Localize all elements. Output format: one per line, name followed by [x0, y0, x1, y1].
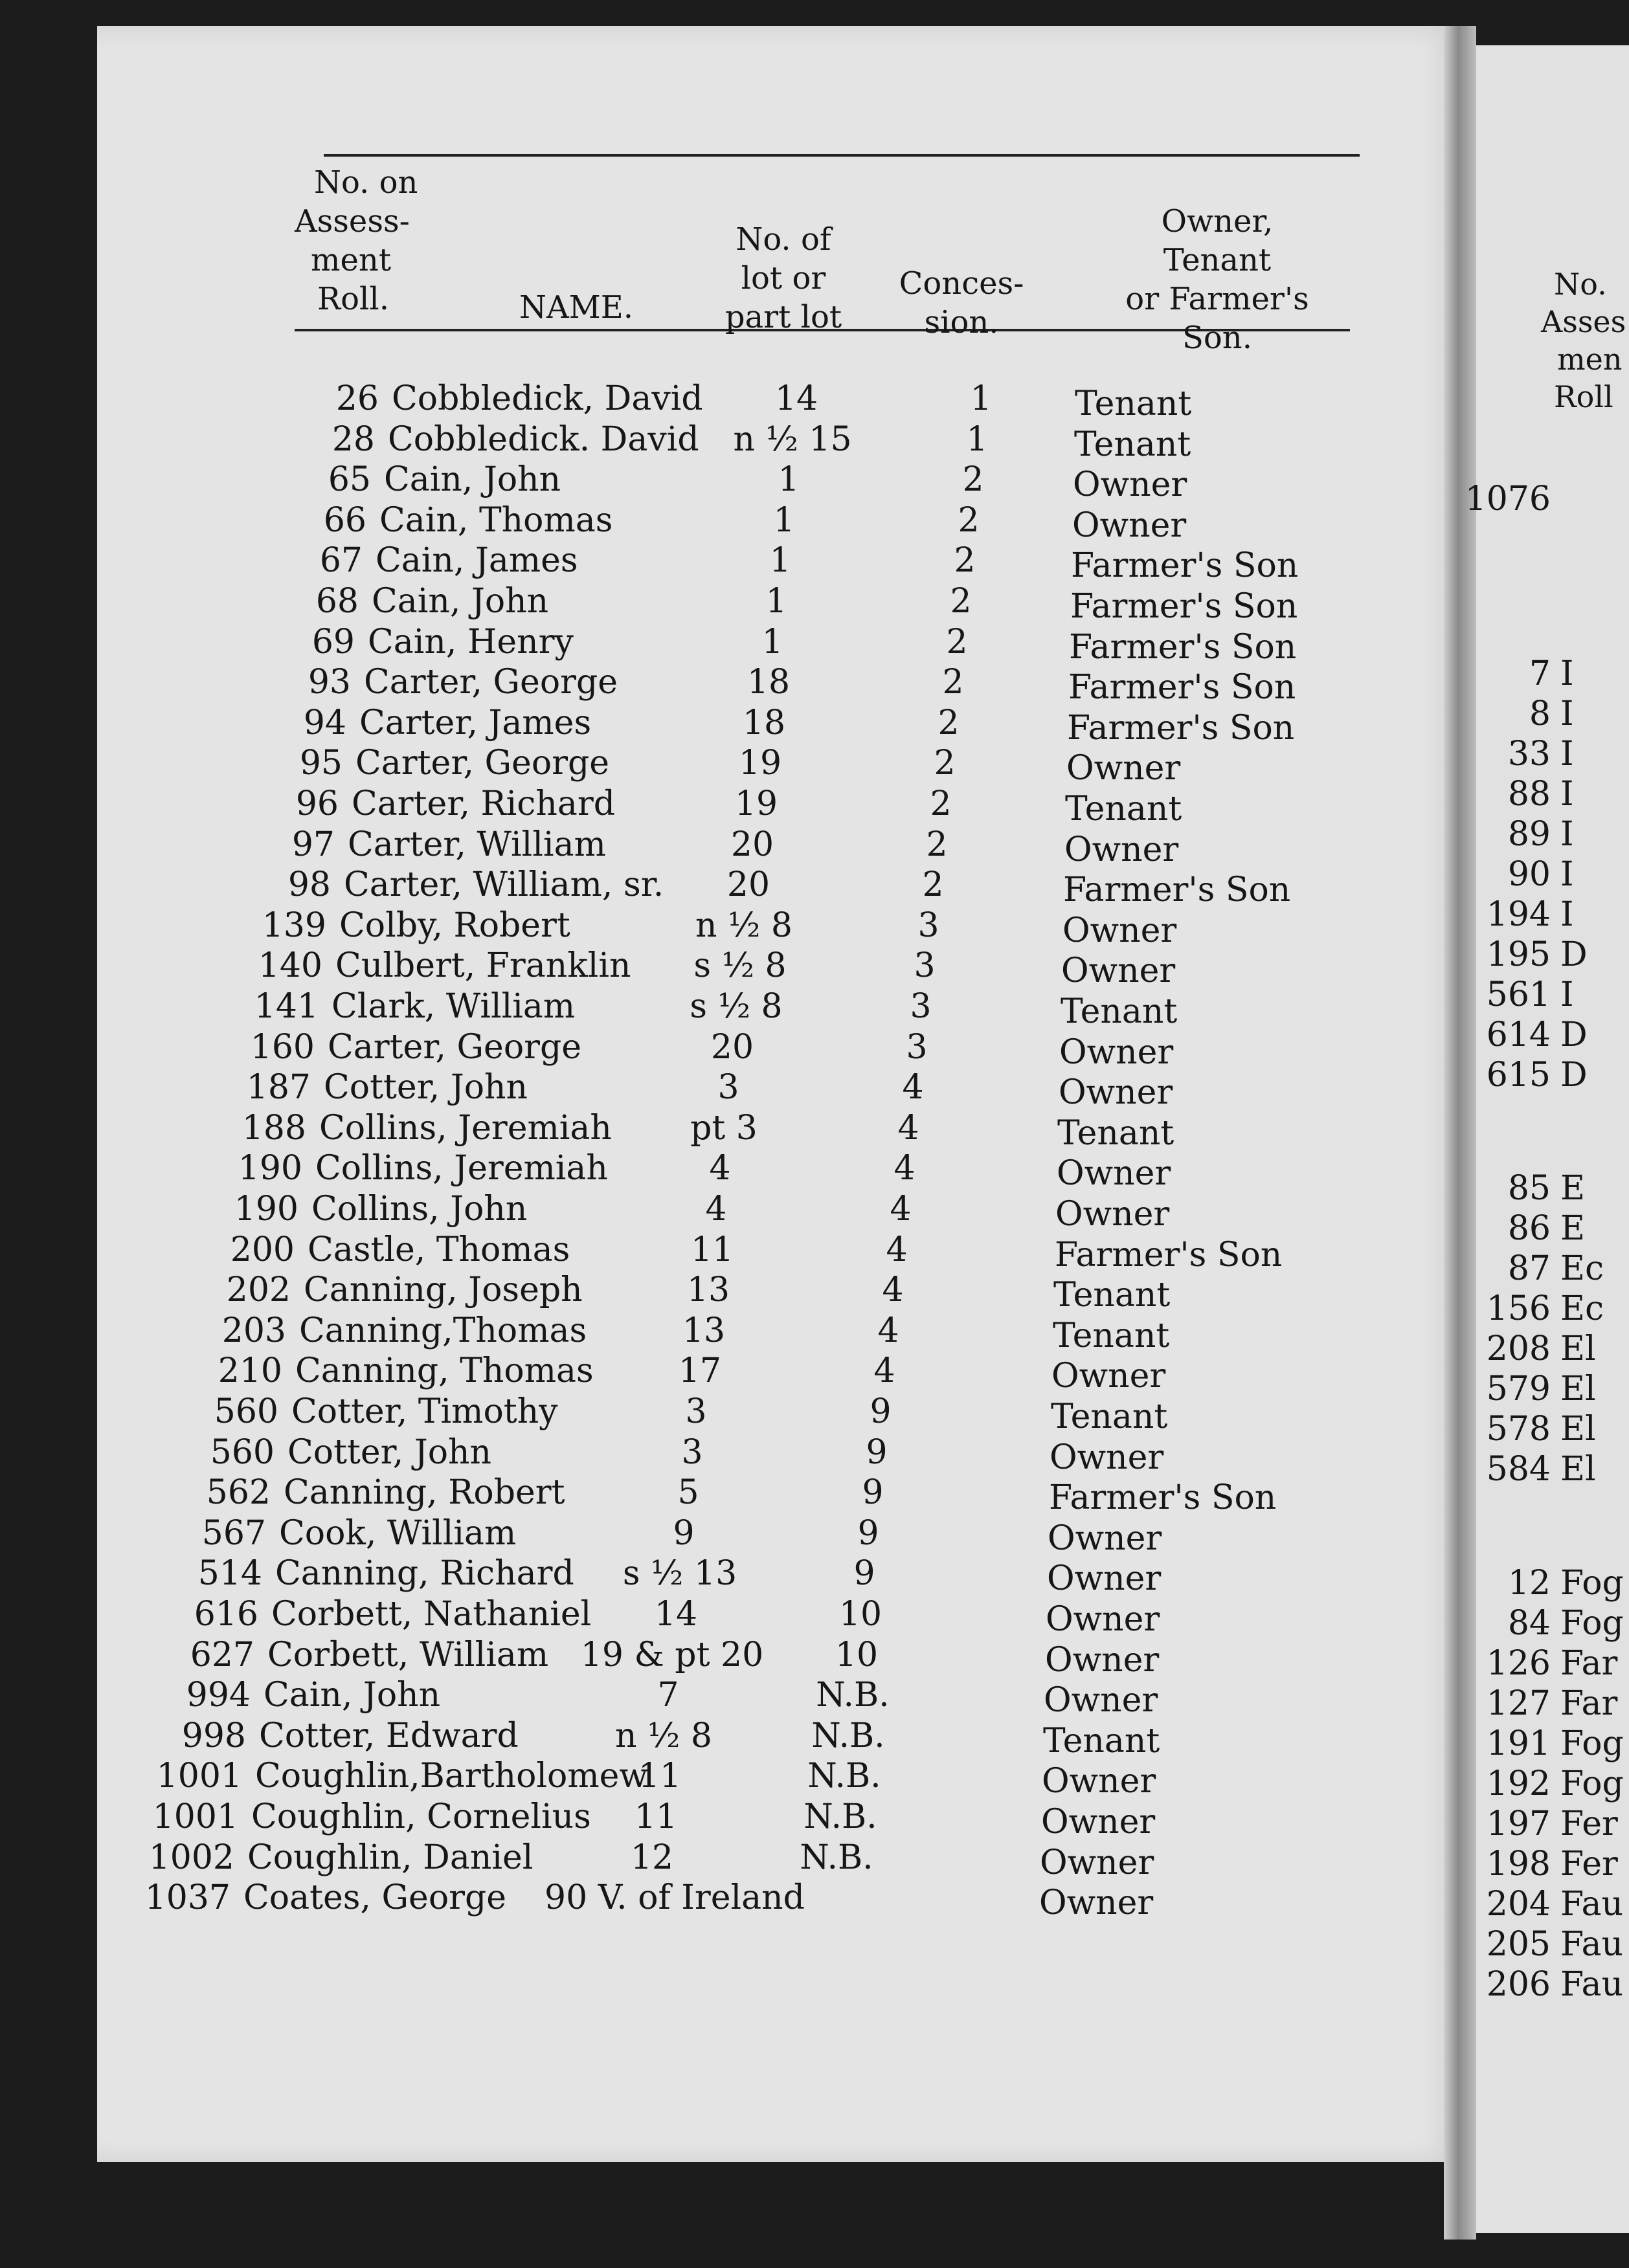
- table-row: [0, 906, 1424, 950]
- person-name-fragment: Ec: [1560, 1289, 1604, 1328]
- table-row: [0, 1189, 1424, 1234]
- person-name: Cain, John: [264, 1676, 441, 1715]
- assessment-number: 204: [1486, 1885, 1551, 1924]
- assessment-number: 187: [246, 1068, 311, 1107]
- person-name-fragment: I: [1560, 735, 1574, 773]
- header-top-rule: [324, 154, 1360, 157]
- tenure-status: Owner: [1062, 911, 1177, 950]
- concession: 9: [862, 1473, 884, 1513]
- lot-number: 20: [726, 865, 770, 905]
- person-name: Cain, John: [372, 582, 549, 621]
- assessment-number: 28: [331, 419, 375, 459]
- person-name: Cain, James: [376, 541, 578, 581]
- person-name: Canning, Joseph: [304, 1271, 583, 1310]
- concession: 2: [954, 541, 976, 581]
- person-name-fragment: I: [1560, 654, 1574, 693]
- person-name: Coughlin, Cornelius: [251, 1797, 591, 1836]
- lot-number: 5: [677, 1473, 699, 1513]
- lot-number: 19: [738, 744, 782, 783]
- assessment-number: 1001: [152, 1797, 238, 1836]
- tenure-status: Farmer's Son: [1069, 627, 1297, 667]
- person-name: Cain, Henry: [368, 622, 574, 662]
- assessment-number: 127: [1486, 1684, 1551, 1723]
- concession: 2: [950, 582, 972, 621]
- person-name: Cobbledick. David: [388, 419, 699, 459]
- header-name: NAME.: [519, 289, 634, 326]
- lot-number: 9: [673, 1513, 695, 1553]
- person-name: Canning, Thomas: [295, 1351, 594, 1391]
- assessment-number: 86: [1507, 1209, 1551, 1248]
- tenure-status: Owner: [1066, 749, 1181, 788]
- assessment-number: 202: [226, 1271, 291, 1310]
- person-name: Coughlin,Bartholomew: [255, 1757, 648, 1796]
- assessment-number: 95: [299, 744, 343, 783]
- lot-number: n ½ 8: [614, 1716, 713, 1755]
- person-name: Collins, John: [311, 1190, 528, 1228]
- assessment-number: 627: [190, 1635, 254, 1674]
- person-name: Clark, William: [331, 987, 576, 1026]
- tenure-status: Tenant: [1043, 1721, 1160, 1761]
- tenure-status: Owner: [1059, 1032, 1174, 1072]
- tenure-status: Tenant: [1074, 425, 1191, 464]
- tenure-status: Owner: [1057, 1154, 1171, 1194]
- header-concession: Conces- sion.: [899, 265, 1024, 340]
- person-name-fragment: Far: [1560, 1644, 1618, 1683]
- concession: 4: [873, 1351, 895, 1391]
- assessment-number: 68: [315, 582, 359, 621]
- table-row: [0, 1027, 1424, 1072]
- table-row: [0, 1553, 1424, 1599]
- tenure-status: Owner: [1050, 1438, 1164, 1477]
- assessment-number: 156: [1486, 1289, 1551, 1328]
- table-row: [0, 540, 1424, 586]
- assessment-number: 205: [1486, 1925, 1551, 1964]
- assessment-number: 578: [1486, 1410, 1551, 1449]
- table-row: [0, 1108, 1424, 1153]
- tenure-status: Owner: [1048, 1518, 1162, 1558]
- tenure-status: Owner: [1055, 1195, 1170, 1234]
- lot-number: 13: [682, 1311, 726, 1350]
- person-name-fragment: Fog: [1560, 1564, 1624, 1603]
- concession: 2: [922, 865, 944, 905]
- person-name-fragment: Fau: [1560, 1925, 1624, 1964]
- person-name: Culbert, Franklin: [335, 946, 631, 986]
- assessment-number: 1002: [148, 1838, 234, 1877]
- assessment-number: 206: [1486, 1965, 1551, 2004]
- assessment-number: 197: [1486, 1805, 1551, 1843]
- lot-number: 1: [773, 500, 795, 540]
- concession: N.B.: [803, 1797, 877, 1836]
- table-row: [0, 1392, 1424, 1436]
- table-row: [0, 662, 1424, 707]
- assessment-number: 562: [206, 1473, 271, 1513]
- person-name: Carter, George: [355, 744, 610, 783]
- person-name: Collins, Jeremiah: [319, 1108, 612, 1148]
- tenure-status: Tenant: [1075, 384, 1192, 423]
- person-name-fragment: El: [1560, 1410, 1596, 1449]
- assessment-number: 194: [1486, 895, 1551, 934]
- table-row: [0, 986, 1424, 1031]
- tenure-status: Farmer's Son: [1063, 871, 1291, 910]
- assessment-number: 89: [1507, 815, 1551, 854]
- assessment-number: 1076: [1465, 480, 1551, 518]
- tenure-status: Owner: [1040, 1843, 1154, 1882]
- tenure-status: Owner: [1042, 1762, 1156, 1801]
- assessment-number: 88: [1507, 775, 1551, 814]
- assessment-number: 190: [234, 1190, 298, 1228]
- person-name: Cain, John: [384, 460, 561, 500]
- person-name-fragment: Fau: [1560, 1885, 1624, 1924]
- person-name-fragment: D: [1560, 935, 1588, 974]
- table-row: [0, 1878, 1424, 1923]
- lot-number: 4: [709, 1149, 731, 1188]
- concession: N.B.: [811, 1716, 885, 1755]
- assessment-number: 84: [1507, 1604, 1551, 1643]
- assessment-number: 90: [1507, 855, 1551, 894]
- assessment-number: 203: [221, 1311, 286, 1350]
- lot-number: 14: [654, 1595, 698, 1634]
- table-row: [0, 581, 1424, 626]
- tenure-status: Tenant: [1057, 1113, 1174, 1153]
- person-name-fragment: I: [1560, 815, 1574, 854]
- lot-number: s ½ 8: [690, 987, 783, 1026]
- person-name-fragment: Far: [1560, 1684, 1618, 1723]
- assessment-number: 33: [1507, 735, 1551, 773]
- assessment-number: 188: [242, 1108, 306, 1148]
- person-name: Corbett, Nathaniel: [271, 1595, 592, 1634]
- person-name: Cotter, Edward: [259, 1716, 519, 1755]
- concession: 4: [890, 1190, 912, 1228]
- person-name: Cobbledick, David: [392, 379, 703, 418]
- lot-number: 11: [690, 1230, 734, 1269]
- lot-number: 18: [747, 663, 791, 702]
- person-name-fragment: Fer: [1560, 1845, 1618, 1884]
- concession: 2: [962, 460, 984, 500]
- table-row: [0, 1756, 1424, 1801]
- person-name-fragment: I: [1560, 855, 1574, 894]
- concession: 4: [886, 1230, 908, 1269]
- assessment-number: 98: [287, 865, 331, 905]
- assessment-number: 560: [210, 1432, 275, 1472]
- table-row: [0, 1230, 1424, 1274]
- assessment-number: 141: [254, 987, 319, 1026]
- assessment-number: 85: [1507, 1169, 1551, 1208]
- concession: 1: [966, 419, 988, 459]
- table-row: [0, 622, 1424, 667]
- table-row: [0, 500, 1424, 545]
- lot-number: s ½ 13: [622, 1554, 737, 1594]
- table-row: [0, 784, 1424, 828]
- assessment-number: 87: [1507, 1249, 1551, 1288]
- concession: 10: [838, 1595, 882, 1634]
- tenure-status: Farmer's Son: [1055, 1235, 1283, 1274]
- tenure-status: Farmer's Son: [1068, 668, 1296, 707]
- assessment-number: 994: [186, 1676, 251, 1715]
- person-name-fragment: E: [1560, 1209, 1585, 1248]
- lot-number: 1: [769, 541, 791, 581]
- table-row: [0, 1351, 1424, 1396]
- tenure-status: Owner: [1073, 465, 1187, 505]
- table-row: [0, 1473, 1424, 1518]
- tenure-status: Tenant: [1065, 790, 1182, 828]
- tenure-status: Owner: [1039, 1884, 1154, 1923]
- lot-number: 3: [717, 1068, 739, 1107]
- lot-number: n ½ 15: [733, 419, 852, 459]
- assessment-number: 198: [1486, 1845, 1551, 1884]
- table-row: [0, 1432, 1424, 1477]
- right-header: No. Asses men Roll: [1541, 267, 1626, 414]
- assessment-number: 616: [194, 1595, 258, 1634]
- concession: 3: [914, 946, 936, 986]
- header-status: Owner, Tenant or Farmer's Son.: [1125, 203, 1309, 356]
- person-name: Colby, Robert: [339, 906, 570, 945]
- assessment-number: 26: [335, 379, 379, 418]
- assessment-number: 93: [308, 663, 351, 702]
- table-row: [0, 946, 1424, 991]
- assessment-number: 561: [1486, 975, 1551, 1014]
- concession: 9: [870, 1392, 892, 1431]
- person-name: Cook, William: [279, 1513, 517, 1553]
- table-row: [0, 1635, 1424, 1680]
- concession: 2: [946, 622, 968, 662]
- assessment-number: 1037: [144, 1878, 230, 1918]
- assessment-number: 998: [181, 1716, 246, 1755]
- tenure-status: Owner: [1072, 506, 1187, 545]
- concession: 4: [882, 1271, 904, 1310]
- person-name: Carter, William: [348, 825, 606, 864]
- assessment-number: 69: [311, 622, 355, 662]
- lot-number: 4: [705, 1190, 727, 1228]
- concession: 10: [835, 1635, 879, 1674]
- table-row: [0, 1513, 1424, 1558]
- lot-number: 17: [678, 1351, 722, 1391]
- table-row: [0, 1148, 1424, 1194]
- person-name-fragment: I: [1560, 975, 1574, 1014]
- lot-number: 3: [685, 1392, 707, 1431]
- person-name: Canning,Thomas: [299, 1311, 587, 1350]
- tenure-status: Owner: [1041, 1803, 1156, 1841]
- tenure-status: Farmer's Son: [1049, 1478, 1277, 1518]
- tenure-status: Owner: [1061, 951, 1176, 991]
- person-name: Cotter, John: [324, 1068, 528, 1107]
- assessment-number: 200: [230, 1230, 295, 1269]
- assessment-number: 66: [323, 500, 366, 540]
- concession: N.B.: [807, 1757, 881, 1796]
- lot-number: 1: [761, 622, 783, 662]
- table-row: [0, 379, 1424, 423]
- lot-number: 14: [774, 379, 818, 418]
- person-name-fragment: El: [1560, 1370, 1596, 1408]
- concession: 4: [877, 1311, 899, 1350]
- assessment-number: 7: [1529, 654, 1551, 693]
- lot-number: 7: [657, 1676, 679, 1715]
- assessment-number: 12: [1507, 1564, 1551, 1603]
- assessment-number: 67: [319, 541, 363, 581]
- table-row: [0, 743, 1424, 788]
- concession: 2: [934, 744, 956, 783]
- table-row: [0, 1270, 1424, 1315]
- concession: 3: [917, 906, 939, 945]
- lot-number: 19 & pt 20: [580, 1635, 764, 1674]
- lot-number: s ½ 8: [693, 946, 787, 986]
- concession: 2: [926, 825, 948, 864]
- concession: 9: [866, 1432, 888, 1472]
- person-name-fragment: Fau: [1560, 1965, 1624, 2004]
- lot-number: 13: [686, 1271, 730, 1310]
- tenure-status: Owner: [1059, 1073, 1173, 1113]
- person-name-fragment: Fog: [1560, 1604, 1624, 1643]
- person-name: Castle, Thomas: [308, 1230, 570, 1269]
- person-name: Carter, James: [359, 703, 592, 742]
- tenure-status: Owner: [1047, 1559, 1162, 1599]
- table-row: [0, 1311, 1424, 1355]
- table-row: [0, 1716, 1424, 1761]
- concession: 4: [902, 1068, 924, 1107]
- lot-number: 20: [710, 1027, 754, 1067]
- person-name-fragment: I: [1560, 775, 1574, 814]
- person-name: Cotter, John: [287, 1432, 491, 1472]
- person-name-fragment: Fog: [1560, 1764, 1624, 1803]
- concession: 4: [897, 1108, 919, 1148]
- assessment-number: 94: [303, 703, 346, 742]
- lot-number: 1: [765, 582, 787, 621]
- tenure-status: Owner: [1044, 1681, 1158, 1720]
- lot-number: n ½ 8: [695, 906, 793, 945]
- person-name-fragment: I: [1560, 895, 1574, 934]
- assessment-number: 191: [1486, 1724, 1551, 1763]
- tenure-status: Owner: [1045, 1640, 1160, 1680]
- person-name-fragment: El: [1560, 1329, 1596, 1368]
- assessment-number: 126: [1486, 1644, 1551, 1683]
- person-name-fragment: I: [1560, 695, 1574, 733]
- person-name: Collins, Jeremiah: [315, 1149, 608, 1188]
- lot-number: 3: [681, 1432, 703, 1472]
- lot-number: 18: [742, 703, 786, 742]
- concession: 4: [893, 1149, 916, 1188]
- concession: 2: [938, 703, 960, 742]
- tenure-status: Farmer's Son: [1067, 708, 1295, 748]
- lot-number: 1: [778, 460, 800, 500]
- table-row: [0, 825, 1424, 869]
- assessment-number: 615: [1486, 1056, 1551, 1095]
- person-name-fragment: El: [1560, 1450, 1596, 1489]
- person-name-fragment: D: [1560, 1016, 1588, 1054]
- concession: N.B.: [816, 1676, 890, 1715]
- header-assessment: No. on Assess- ment Roll.: [295, 164, 418, 317]
- table-row: [0, 419, 1424, 464]
- person-name: Canning, Richard: [275, 1554, 574, 1594]
- lot-number: 90 V. of Ireland: [545, 1878, 805, 1918]
- person-name: Carter, Richard: [352, 784, 616, 823]
- tenure-status: Farmer's Son: [1070, 587, 1298, 626]
- lot-number: 19: [734, 784, 778, 823]
- lot-number: 20: [730, 825, 774, 864]
- person-name-fragment: Fer: [1560, 1805, 1618, 1843]
- assessment-number: 1001: [156, 1757, 242, 1796]
- tenure-status: Farmer's Son: [1071, 546, 1299, 586]
- concession: 1: [970, 379, 992, 418]
- assessment-number: 96: [295, 784, 339, 823]
- table-row: [0, 1797, 1424, 1841]
- concession: 9: [857, 1513, 879, 1553]
- assessment-number: 579: [1486, 1370, 1551, 1408]
- tenure-status: Tenant: [1061, 992, 1178, 1031]
- table-row: [0, 1067, 1424, 1113]
- person-name-fragment: D: [1560, 1056, 1588, 1095]
- table-row: [0, 460, 1424, 505]
- table-row: [0, 1838, 1424, 1882]
- table-row: [0, 703, 1424, 748]
- assessment-number: 160: [250, 1027, 315, 1067]
- person-name-fragment: E: [1560, 1169, 1585, 1208]
- table-row: [0, 1675, 1424, 1720]
- assessment-number: 192: [1486, 1764, 1551, 1803]
- concession: N.B.: [800, 1838, 873, 1877]
- person-name: Carter, William, sr.: [344, 865, 664, 905]
- person-name: Corbett, William: [267, 1635, 549, 1674]
- person-name: Coates, George: [243, 1878, 507, 1918]
- assessment-number: 139: [262, 906, 326, 945]
- assessment-number: 567: [201, 1513, 266, 1553]
- assessment-number: 208: [1486, 1329, 1551, 1368]
- tenure-status: Tenant: [1051, 1397, 1168, 1436]
- tenure-status: Tenant: [1053, 1276, 1171, 1315]
- concession: 9: [853, 1554, 875, 1594]
- lot-number: pt 3: [690, 1108, 758, 1148]
- assessment-number: 210: [218, 1351, 282, 1391]
- concession: 2: [942, 663, 964, 702]
- tenure-status: Owner: [1046, 1600, 1160, 1639]
- assessment-number: 560: [214, 1392, 278, 1431]
- assessment-number: 140: [258, 946, 322, 986]
- concession: 3: [910, 987, 932, 1026]
- person-name: Carter, George: [328, 1027, 582, 1067]
- table-row: [0, 865, 1424, 910]
- tenure-status: Tenant: [1053, 1316, 1170, 1355]
- assessment-number: 514: [197, 1554, 262, 1594]
- tenure-status: Owner: [1051, 1357, 1166, 1396]
- tenure-status: Owner: [1064, 830, 1179, 869]
- assessment-number: 65: [328, 460, 371, 500]
- concession: 3: [906, 1027, 928, 1067]
- person-name: Cotter, Timothy: [291, 1392, 558, 1431]
- concession: 2: [930, 784, 952, 823]
- person-name-fragment: Ec: [1560, 1249, 1604, 1288]
- header-lot: No. of lot or part lot: [725, 221, 842, 335]
- assessment-number: 614: [1486, 1016, 1551, 1054]
- concession: 2: [958, 500, 980, 540]
- person-name: Cain, Thomas: [379, 500, 613, 540]
- person-name: Carter, George: [364, 663, 618, 702]
- assessment-number: 190: [238, 1149, 302, 1188]
- table-row: [0, 1594, 1424, 1639]
- lot-number: 12: [630, 1838, 674, 1877]
- assessment-number: 584: [1486, 1450, 1551, 1489]
- lot-number: 11: [634, 1797, 678, 1836]
- person-name-fragment: Fog: [1560, 1724, 1624, 1763]
- person-name: Coughlin, Daniel: [247, 1838, 534, 1877]
- lot-number: 11: [638, 1757, 682, 1796]
- person-name: Canning, Robert: [284, 1473, 565, 1513]
- assessment-number: 8: [1529, 695, 1551, 733]
- assessment-number: 195: [1486, 935, 1551, 974]
- assessment-number: 97: [291, 825, 335, 864]
